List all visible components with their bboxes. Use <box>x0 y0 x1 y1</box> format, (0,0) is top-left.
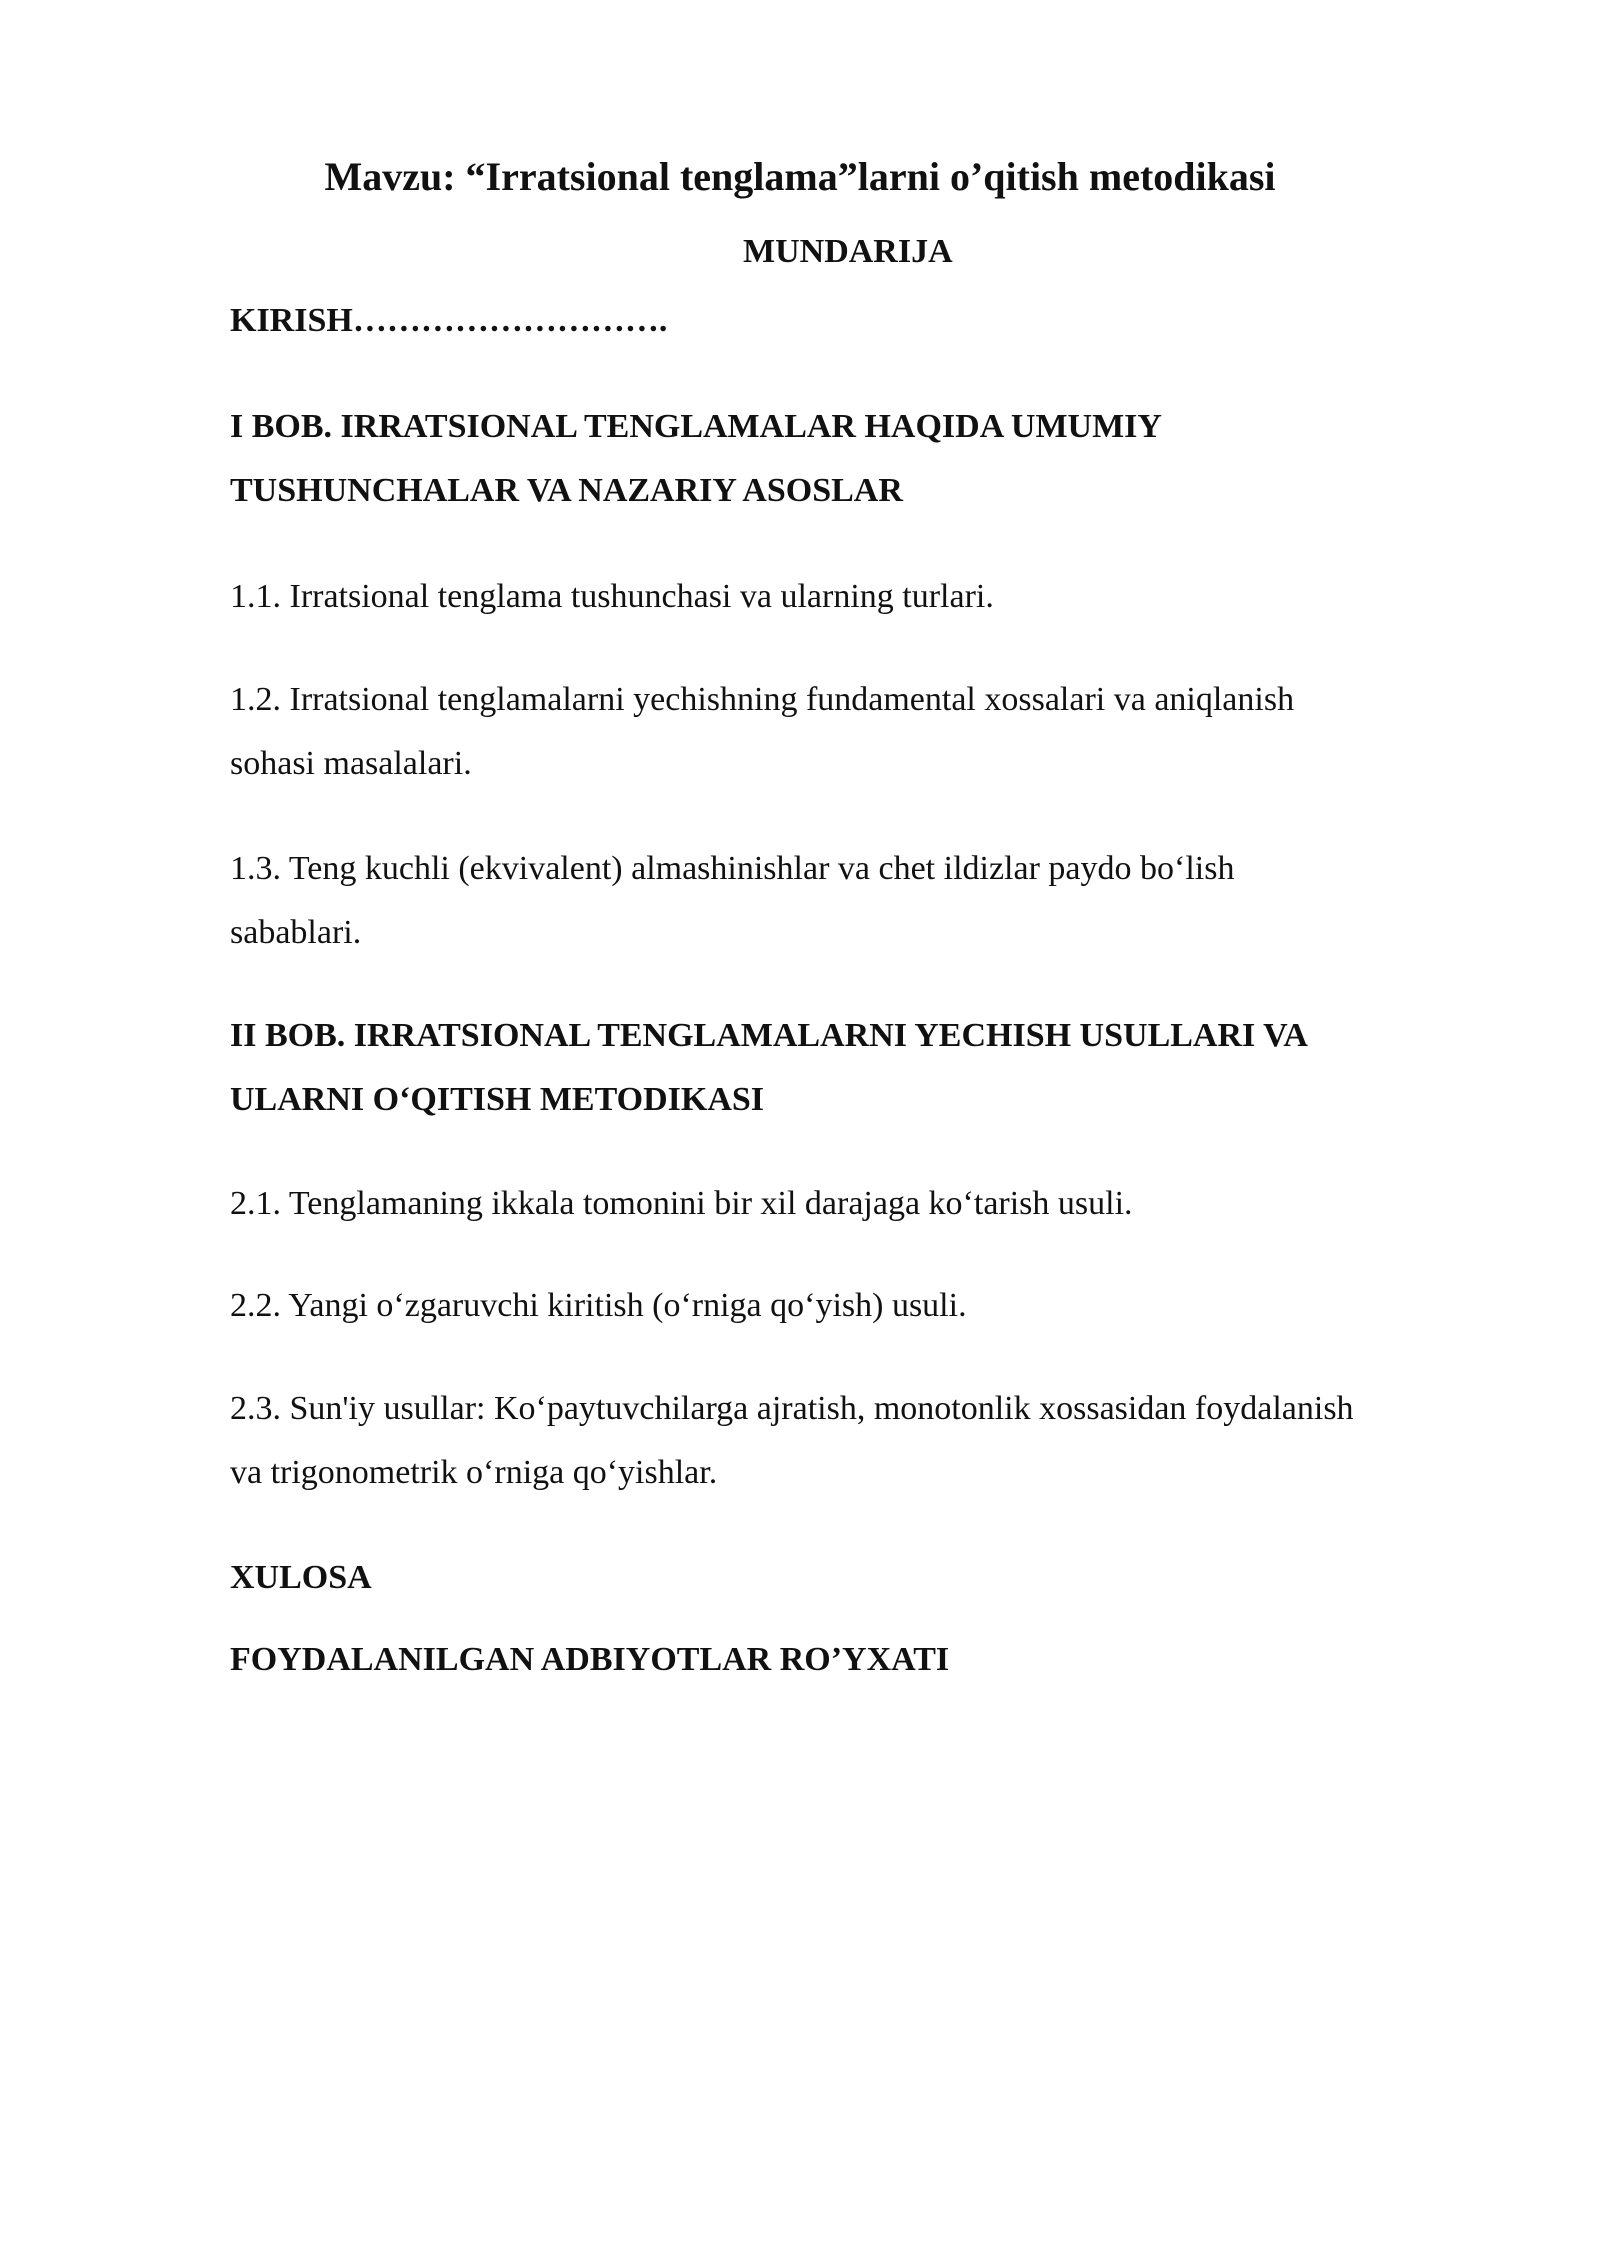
toc-entry-1-2-line-1: 1.2. Irratsional tenglamalarni yechishning fundamental xossalari va aniqlanish <box>230 681 1295 718</box>
toc-entry-1-2-line-2: sohasi masalalari. <box>230 745 472 782</box>
toc-entry-2-3-line-2: va trigonometrik o‘rniga qo‘yishlar. <box>230 1454 718 1491</box>
toc-entry-2-1: 2.1. Tenglamaning ikkala tomonini bir xil darajaga ko‘tarish usuli. <box>230 1185 1133 1222</box>
toc-entry-xulosa: XULOSA <box>230 1559 372 1596</box>
toc-entry-2-2: 2.2. Yangi o‘zgaruvchi kiritish (o‘rniga qo‘yish) usuli. <box>230 1287 967 1324</box>
toc-entry-1-3-line-2: sabablari. <box>230 914 362 951</box>
toc-entry-chapter-1-line-2: TUSHUNCHALAR VA NAZARIY ASOSLAR <box>230 472 903 509</box>
toc-entry-chapter-2-line-1: II BOB. IRRATSIONAL TENGLAMALARNI YECHISH USULLARI VA <box>230 1017 1308 1054</box>
toc-entry-2-3-line-1: 2.3. Sun'iy usullar: Ko‘paytuvchilarga ajratish, monotonlik xossasidan foydalanish <box>230 1390 1354 1427</box>
toc-entry-kirish: KIRISH………………………. <box>230 302 668 339</box>
toc-entry-chapter-2-line-2: ULARNI O‘QITISH METODIKASI <box>230 1081 765 1118</box>
toc-entry-1-1: 1.1. Irratsional tenglama tushunchasi va ularning turlari. <box>230 578 994 615</box>
toc-heading: MUNDARIJA <box>743 233 953 270</box>
toc-entry-bibliography: FOYDALANILGAN ADBIYOTLAR RO’YXATI <box>230 1641 950 1678</box>
toc-entry-chapter-1-line-1: I BOB. IRRATSIONAL TENGLAMALAR HAQIDA UMUMIY <box>230 408 1162 445</box>
document-title: Mavzu: “Irratsional tenglama”larni o’qitish metodikasi <box>324 154 1276 199</box>
toc-entry-1-3-line-1: 1.3. Teng kuchli (ekvivalent) almashinishlar va chet ildizlar paydo bo‘lish <box>230 850 1235 887</box>
